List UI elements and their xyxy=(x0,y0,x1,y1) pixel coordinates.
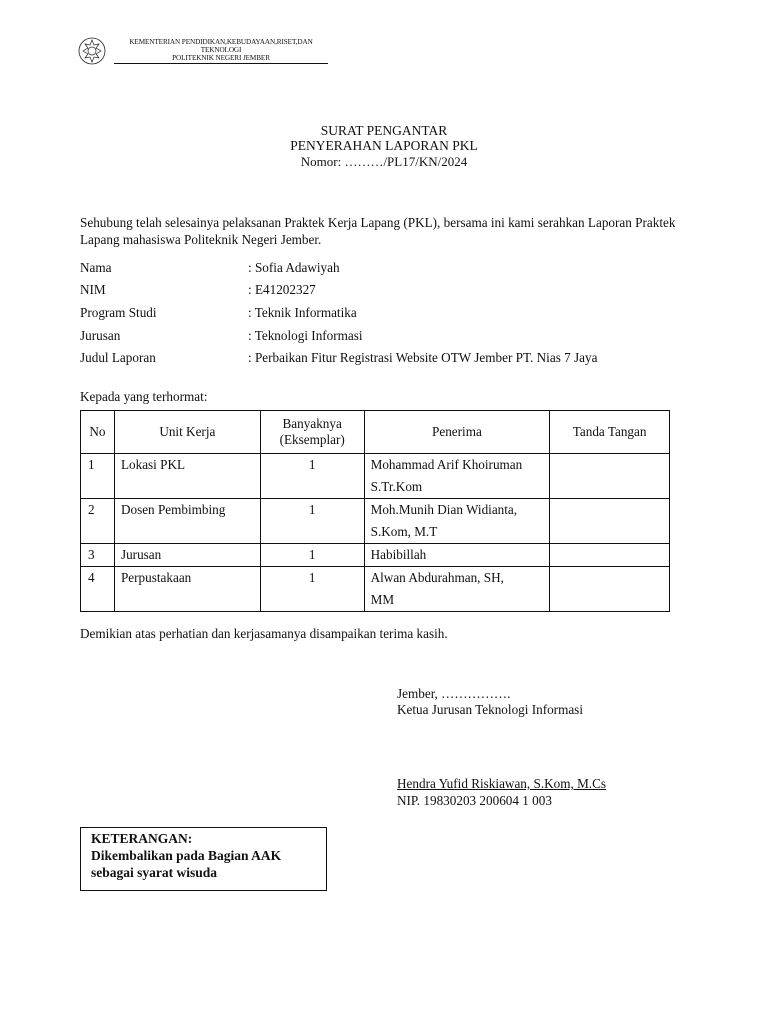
column-header-no: No xyxy=(81,411,115,454)
field-value: : Perbaikan Fitur Registrasi Website OTW Jember PT. Nias 7 Jaya xyxy=(248,350,598,365)
cell-quantity: 1 xyxy=(260,454,364,499)
ministry-name-line1: KEMENTERIAN PENDIDIKAN,KEBUDAYAAN,RISET,DAN xyxy=(129,38,313,46)
cell-recipient xyxy=(364,544,550,567)
logo-emblem-icon xyxy=(77,36,107,66)
field-value: : Sofia Adawiyah xyxy=(248,260,340,275)
field-row-report-title xyxy=(80,349,680,366)
column-header-unit: Unit Kerja xyxy=(114,411,260,454)
table-header-row xyxy=(81,411,670,454)
letter-title: SURAT PENGANTAR xyxy=(320,123,448,138)
cell-unit: Jurusan xyxy=(114,544,260,567)
place-date: Jember, ……………. xyxy=(397,686,511,701)
field-label: Jurusan xyxy=(80,328,121,343)
note-line: Dikembalikan pada Bagian AAK xyxy=(91,848,282,863)
cell-unit: Lokasi PKL xyxy=(114,454,260,499)
cell-recipient xyxy=(364,499,550,544)
field-label: NIM xyxy=(80,282,106,297)
cell-signature xyxy=(550,544,670,567)
signer-name: Hendra Yufid Riskiawan, S.Kom, M.Cs xyxy=(397,776,607,791)
table-row xyxy=(81,567,670,612)
recipient-line: S.Kom, M.T xyxy=(370,524,438,539)
field-label: Program Studi xyxy=(80,305,157,320)
recipient-line: Mohammad Arif Khoiruman xyxy=(370,457,523,472)
recipient-line: MM xyxy=(370,592,395,607)
field-label: Judul Laporan xyxy=(80,350,156,365)
note-title: KETERANGAN: xyxy=(91,831,193,846)
table-row xyxy=(81,454,670,499)
field-row-program xyxy=(80,304,680,321)
recipient-line: S.Tr.Kom xyxy=(370,479,423,494)
column-header-recipient: Penerima xyxy=(364,411,550,454)
signer-nip: NIP. 19830203 200604 1 003 xyxy=(397,793,552,808)
note-content xyxy=(91,830,281,881)
field-value: : E41202327 xyxy=(248,282,316,297)
recipient-line: Moh.Munih Dian Widianta, xyxy=(370,502,518,517)
cell-no: 3 xyxy=(81,544,115,567)
letterhead xyxy=(114,38,328,63)
cell-no: 4 xyxy=(81,567,115,612)
letterhead-divider xyxy=(114,63,328,64)
field-value: : Teknik Informatika xyxy=(248,305,357,320)
letter-subtitle: PENYERAHAN LAPORAN PKL xyxy=(290,138,478,153)
field-row-name xyxy=(80,259,680,276)
cell-quantity: 1 xyxy=(260,544,364,567)
institution-logo xyxy=(77,36,107,66)
signer-position: Ketua Jurusan Teknologi Informasi xyxy=(397,702,583,717)
field-row-nim xyxy=(80,281,680,298)
cell-signature xyxy=(550,499,670,544)
closing-statement: Demikian atas perhatian dan kerjasamanya disampaikan terima kasih. xyxy=(80,626,448,641)
recipient-intro: Kepada yang terhormat: xyxy=(80,389,208,404)
distribution-table xyxy=(80,410,670,612)
ministry-name-line2: TEKNOLOGI xyxy=(200,46,242,55)
cell-recipient xyxy=(364,567,550,612)
cell-quantity: 1 xyxy=(260,499,364,544)
recipient-line: Alwan Abdurahman, SH, xyxy=(370,570,504,585)
table-row xyxy=(81,544,670,567)
cell-unit: Dosen Pembimbing xyxy=(114,499,260,544)
cell-recipient xyxy=(364,454,550,499)
intro-paragraph: Sehubung telah selesainya pelaksanan Praktek Kerja Lapang (PKL), bersama ini kami serahkan Laporan Praktek Lapang mahasiswa Politeknik Negeri Jember. xyxy=(80,215,676,247)
institution-name: POLITEKNIK NEGERI JEMBER xyxy=(172,54,270,63)
letter-number: Nomor: ………/PL17/KN/2024 xyxy=(300,154,468,169)
recipient-line: Habibillah xyxy=(370,547,427,562)
cell-signature xyxy=(550,567,670,612)
cell-quantity: 1 xyxy=(260,567,364,612)
note-line: sebagai syarat wisuda xyxy=(91,865,218,880)
cell-signature xyxy=(550,454,670,499)
cell-no: 1 xyxy=(81,454,115,499)
column-header-quantity: Banyaknya (Eksemplar) xyxy=(260,411,364,454)
field-value: : Teknologi Informasi xyxy=(248,328,363,343)
field-row-department xyxy=(80,327,680,344)
field-label: Nama xyxy=(80,260,112,275)
column-header-signature: Tanda Tangan xyxy=(550,411,670,454)
cell-unit: Perpustakaan xyxy=(114,567,260,612)
table-row xyxy=(81,499,670,544)
cell-no: 2 xyxy=(81,499,115,544)
